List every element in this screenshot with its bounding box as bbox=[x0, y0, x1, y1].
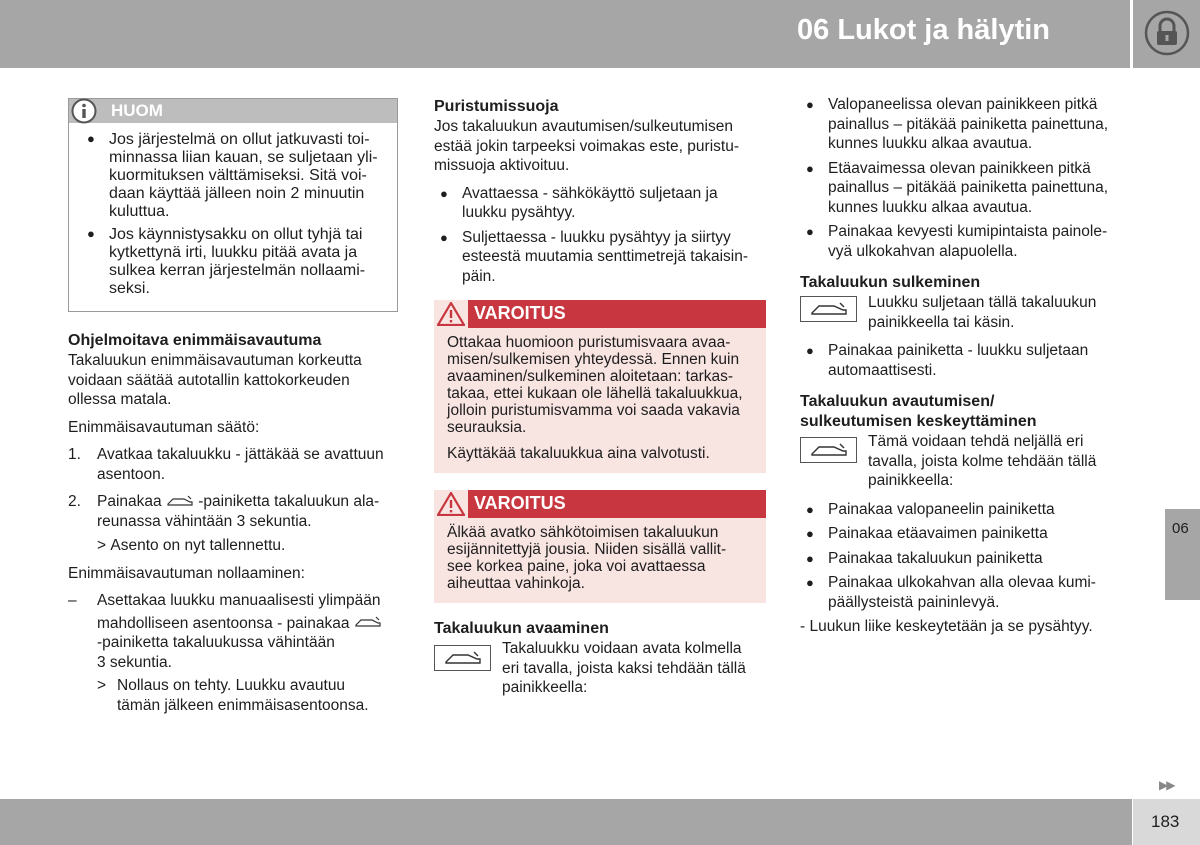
result-marker: > bbox=[97, 537, 107, 554]
bullet-icon: ● bbox=[87, 131, 95, 146]
text-line: - Luukun liike keskeytetään ja se pysähtyy. bbox=[800, 618, 1093, 635]
column-2 bbox=[434, 97, 766, 286]
note-item bbox=[81, 131, 387, 221]
text-line: Valopaneelissa olevan painikkeen pitkä bbox=[828, 96, 1098, 113]
list-item bbox=[800, 341, 1135, 380]
list-item bbox=[800, 222, 1135, 261]
text-span: Asento on nyt tallennettu. bbox=[110, 537, 286, 554]
text-line: sulkea kerran järjestelmän nollaami- bbox=[109, 262, 366, 279]
text-line: voidaan säätää autotallin kattokorkeuden bbox=[68, 371, 350, 389]
text-line: Takaluukku voidaan avata kolmella bbox=[502, 640, 742, 657]
warning-box bbox=[434, 300, 766, 473]
dash-marker: – bbox=[68, 592, 77, 609]
step-1 bbox=[68, 445, 408, 484]
text-line: see korkea paine, joka voi avattaessa bbox=[447, 558, 706, 575]
warning-triangle-icon bbox=[437, 492, 465, 516]
tailgate-button-icon bbox=[434, 645, 491, 671]
bullet-icon: ● bbox=[806, 97, 814, 112]
section-heading: sulkeutumisen keskeyttäminen bbox=[800, 413, 1037, 430]
list-item bbox=[800, 524, 1135, 544]
bullet-icon: ● bbox=[806, 224, 814, 239]
text-line: minnassa liian kauan, se suljetaan yli- bbox=[109, 149, 378, 166]
step-2 bbox=[68, 492, 408, 556]
list-item bbox=[800, 500, 1135, 520]
note-item bbox=[81, 226, 387, 298]
list-item bbox=[800, 95, 1135, 154]
bullet-icon: ● bbox=[806, 160, 814, 176]
list-item bbox=[434, 184, 766, 223]
text-line: missuoja aktivoituu. bbox=[434, 157, 570, 174]
warning-icon-box bbox=[434, 300, 468, 328]
header-bar bbox=[0, 0, 1130, 68]
section-heading: Takaluukun sulkeminen bbox=[800, 274, 981, 291]
text-line: Tämä voidaan tehdä neljällä eri bbox=[868, 433, 1084, 450]
text-line: päin. bbox=[462, 267, 496, 285]
chapter-title: 06 Lukot ja hälytin bbox=[797, 14, 1050, 46]
text-line: Jos järjestelmä on ollut jatkuvasti toi- bbox=[109, 131, 370, 148]
text-line: Enimmäisavautuman säätö: bbox=[68, 418, 260, 436]
text-line: painallus – pitäkää painiketta painettuna, bbox=[828, 115, 1109, 133]
text-line: -painiketta takaluukussa vähintään bbox=[97, 634, 335, 651]
text-line: Asettakaa luukku manuaalisesti ylimpään bbox=[97, 592, 381, 609]
warning-header bbox=[434, 300, 766, 328]
text-line: tavalla, joista kolme tehdään tällä bbox=[868, 452, 1097, 470]
text-line: ollessa matala. bbox=[68, 391, 172, 408]
bullet-icon: ● bbox=[806, 550, 814, 566]
text-line: Painakaa etäavaimen painiketta bbox=[828, 525, 1048, 542]
footer-bar bbox=[0, 799, 1132, 845]
warning-triangle-icon bbox=[437, 302, 465, 326]
text-line: Painakaa takaluukun painiketta bbox=[828, 549, 1043, 567]
section-heading: Ohjelmoitava enimmäisavautuma bbox=[68, 332, 322, 349]
text-line: estää jokin tarpeeksi voimakas este, puristu- bbox=[434, 137, 739, 155]
warning-box bbox=[434, 490, 766, 603]
bullet-icon: ● bbox=[806, 575, 814, 590]
text-line: automaattisesti. bbox=[828, 361, 937, 379]
section-heading: Takaluukun avaaminen bbox=[434, 620, 609, 637]
text-line: jolloin puristumisvamma voi saada vakavia bbox=[447, 402, 740, 419]
note-title: HUOM bbox=[111, 101, 163, 120]
warning-icon-box bbox=[434, 490, 468, 518]
text-line: painallus – pitäkää painiketta painettuna, bbox=[828, 179, 1109, 196]
text-line: eri tavalla, joista kaksi tehdään tällä bbox=[502, 659, 746, 677]
text-line: Avattaessa - sähkökäyttö suljetaan ja bbox=[462, 184, 718, 202]
chapter-tab-label: 06 bbox=[1172, 520, 1189, 537]
list-item bbox=[434, 228, 766, 287]
text-line: painikkeella tai käsin. bbox=[868, 313, 1015, 331]
text-line: Jos takaluukun avautumisen/sulkeutumisen bbox=[434, 118, 733, 135]
text-line: Älkää avatko sähkötoimisen takaluukun bbox=[447, 524, 719, 541]
text-line: seurauksia. bbox=[447, 419, 527, 436]
text-line: Käyttäkää takaluukkua aina valvotusti. bbox=[447, 445, 710, 462]
note-box bbox=[68, 98, 398, 312]
text-line: painikkeella: bbox=[502, 679, 588, 696]
warning-title: VAROITUS bbox=[474, 493, 566, 513]
text-line: vyä ulkokahvan alapuolella. bbox=[828, 242, 1018, 260]
text-line: seksi. bbox=[109, 280, 150, 297]
text-line: Enimmäisavautuman nollaaminen: bbox=[68, 564, 305, 582]
text-line: Painakaa ulkokahvan alla olevaa kumi- bbox=[828, 574, 1096, 591]
text-line: esijännitettyjä jousia. Niiden sisällä vallit- bbox=[447, 541, 727, 558]
text-line: kytkettynä irti, luukku pitää avata ja bbox=[109, 244, 358, 261]
note-header bbox=[69, 99, 397, 123]
list-item bbox=[800, 573, 1135, 612]
text-line: Suljettaessa - luukku pysähtyy ja siirtyy bbox=[462, 228, 731, 246]
reset-step bbox=[68, 591, 408, 715]
section-heading: Takaluukun avautumisen/ bbox=[800, 393, 995, 410]
text-line: päällysteistä paininlevyä. bbox=[828, 593, 1000, 611]
text-line: esteestä muutamia senttimetrejä takaisin- bbox=[462, 248, 749, 265]
chapter-tab[interactable] bbox=[1165, 509, 1200, 600]
text-line: Jos käynnistysakku on ollut tyhjä tai bbox=[109, 226, 363, 243]
list-item bbox=[800, 549, 1135, 569]
page-number-box bbox=[1133, 799, 1200, 845]
text-line: kuormituksen välttämiseksi. Sitä voi- bbox=[109, 167, 367, 184]
bullet-icon: ● bbox=[806, 343, 814, 358]
text-line: tämän jälkeen enimmäisasentoonsa. bbox=[117, 696, 369, 714]
bullet-icon: ● bbox=[440, 185, 448, 201]
result-marker: > bbox=[97, 677, 107, 694]
text-line: Painakaa painiketta - luukku suljetaan bbox=[828, 342, 1089, 359]
tailgate-button-icon bbox=[354, 616, 382, 630]
text-line: luukku pysähtyy. bbox=[462, 204, 576, 221]
bullet-icon: ● bbox=[806, 501, 814, 517]
text-line: daan käyttää jälleen noin 2 minuutin bbox=[109, 185, 365, 202]
warning-title: VAROITUS bbox=[474, 303, 566, 323]
column-1 bbox=[68, 331, 408, 715]
text-span: mahdolliseen asentoonsa - painakaa bbox=[97, 614, 350, 632]
text-line: misen/sulkemisen yhteydessä. Ennen kuin bbox=[447, 351, 740, 368]
text-line: aiheuttaa vahinkoja. bbox=[447, 575, 585, 592]
tailgate-button-icon bbox=[800, 437, 857, 463]
bullet-icon: ● bbox=[806, 526, 814, 541]
text-line: Avatkaa takaluukku - jättäkää se avattuun bbox=[97, 446, 384, 463]
warning-header bbox=[434, 490, 766, 518]
step-number: 1. bbox=[68, 446, 81, 463]
text-line: Painakaa kevyesti kumipintaista painole- bbox=[828, 223, 1108, 240]
text-line: kuluttua. bbox=[109, 203, 170, 220]
text-span: Painakaa bbox=[97, 493, 162, 510]
text-line: takaa, ettei kukaan ole lähellä takaluukkua, bbox=[447, 385, 743, 402]
column-3 bbox=[800, 95, 1135, 637]
tailgate-button-icon bbox=[166, 495, 194, 509]
text-line: 3 sekuntia. bbox=[97, 653, 172, 671]
text-line: Takaluukun enimmäisavautuman korkeutta bbox=[68, 352, 362, 369]
text-line: Painakaa valopaneelin painiketta bbox=[828, 500, 1055, 518]
bullet-icon: ● bbox=[87, 226, 95, 241]
text-line: reunassa vähintään 3 sekuntia. bbox=[97, 512, 312, 530]
text-line: Nollaus on tehty. Luukku avautuu bbox=[117, 677, 346, 694]
step-number: 2. bbox=[68, 493, 81, 510]
text-line: Etäavaimessa olevan painikkeen pitkä bbox=[828, 159, 1091, 177]
text-line: asentoon. bbox=[97, 465, 166, 483]
text-line: avaaminen/sulkeminen aloitetaan: tarkas- bbox=[447, 368, 734, 385]
reset-result bbox=[97, 676, 408, 715]
text-line: painikkeella: bbox=[868, 472, 954, 489]
chapter-icon-box bbox=[1133, 0, 1200, 68]
text-line: kunnes luukku alkaa avautua. bbox=[828, 198, 1033, 216]
page-number: 183 bbox=[1151, 812, 1180, 831]
text-line: kunnes luukku alkaa avautua. bbox=[828, 135, 1033, 152]
tailgate-button-icon bbox=[800, 296, 857, 322]
text-span: -painiketta takaluukun ala- bbox=[198, 493, 380, 510]
section-heading: Puristumissuoja bbox=[434, 98, 559, 115]
text-line: Luukku suljetaan tällä takaluukun bbox=[868, 294, 1097, 311]
text-line: Ottakaa huomioon puristumisvaara avaa- bbox=[447, 334, 731, 351]
info-icon bbox=[71, 98, 97, 124]
bullet-icon: ● bbox=[440, 229, 448, 245]
padlock-icon bbox=[1143, 9, 1191, 57]
double-arrow-icon[interactable]: ▶▶ bbox=[1159, 778, 1174, 792]
list-item bbox=[800, 159, 1135, 218]
